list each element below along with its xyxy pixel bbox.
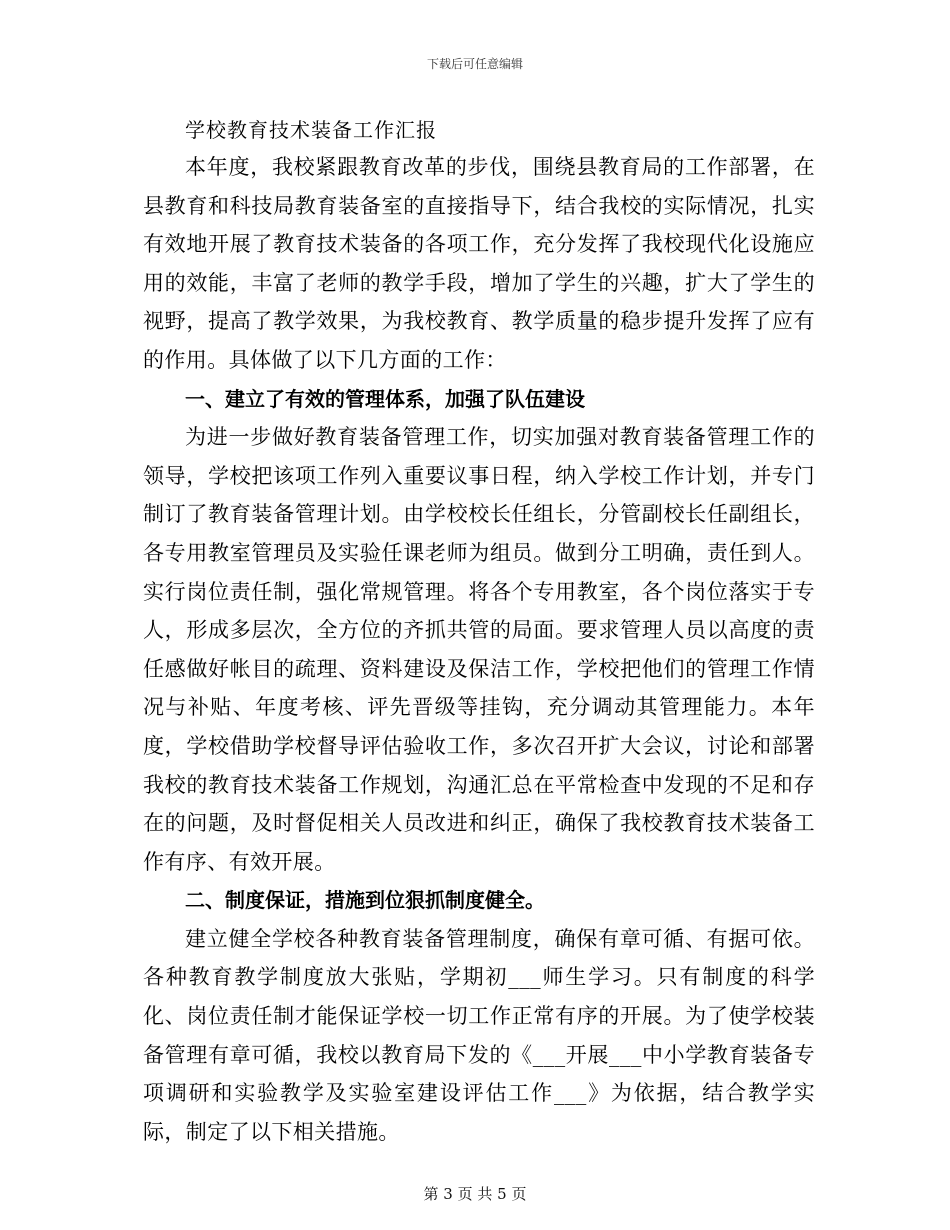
intro-paragraph: 本年度，我校紧跟教育改革的步伐，围绕县教育局的工作部署，在县教育和科技局教育装备室的直接指导下，结合我校的实际情况，扎实有效地开展了教育技术装备的各项工作，充分发挥了我校现代化设施应用的效能，丰富了老师的教学手段，增加了学生的兴趣，扩大了学生的视野，提高了教学效果，为我校教育、教学质量的稳步提升发挥了应有的作用。具体做了以下几方面的工作： [143, 155, 815, 372]
section-2-heading: 二、制度保证，措施到位狠抓制度健全。 [185, 888, 545, 913]
section-1-paragraph: 为进一步做好教育装备管理工作，切实加强对教育装备管理工作的领导，学校把该项工作列入重要议事日程，纳入学校工作计划，并专门制订了教育装备管理计划。由学校校长任组长，分管副校长任副组长，各专用教室管理员及实验任课老师为组员。做到分工明确，责任到人。实行岗位责任制，强化常规管理。将各个专用教室，各个岗位落实于专人，形成多层次，全方位的齐抓共管的局面。要求管理人员以高度的责任感做好帐目的疏理、资料建设及保洁工作，学校把他们的管理工作情况与补贴、年度考核、评先晋级等挂钩，充分调动其管理能力。本年度，学校借助学校督导评估验收工作，多次召开扩大会议，讨论和部署我校的教育技术装备工作规划，沟通汇总在平常检查中发现的不足和存在的问题，及时督促相关人员改进和纠正，确保了我校教育技术装备工作有序、有效开展。 [143, 425, 815, 874]
document-body [143, 112, 815, 1151]
section-2-paragraph: 建立健全学校各种教育装备管理制度，确保有章可循、有据可依。各种教育教学制度放大张贴，学期初___师生学习。只有制度的科学化、岗位责任制才能保证学校一切工作正常有序的开展。为了使学校装备管理有章可循，我校以教育局下发的《___开展___中小学教育装备专项调研和实验教学及实验室建设评估工作___》为依据，结合教学实际，制定了以下相关措施。 [143, 926, 815, 1144]
document-title: 学校教育技术装备工作汇报 [185, 118, 437, 142]
section-1-heading: 一、建立了有效的管理体系，加强了队伍建设 [185, 386, 585, 411]
page-header-note: 下载后可任意编辑 [426, 57, 523, 71]
page-number: 第 3 页 共 5 页 [423, 1185, 527, 1203]
